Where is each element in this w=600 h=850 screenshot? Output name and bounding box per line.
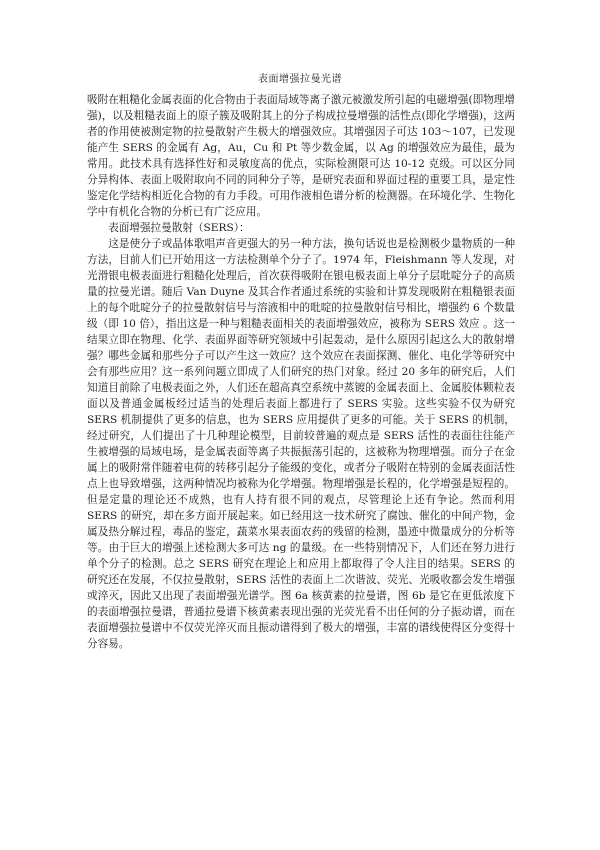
document-body: [87, 92, 515, 652]
document-title: 表面增强拉曼光谱: [258, 74, 342, 85]
paragraph-sers: 这是使分子或晶体歌唱声音更强大的另一种方法，换句话说也是检测极少量物质的一种方法，目前人们已开始用这一方法检测单个分子了。1974 年，Fleishmann 等人发现，对光滑银电极表面进行粗糙化处理后，首次获得吸附在银电极表面上单分子层吡啶分子的高质量的拉曼光谱。随后 Van Duyne 及其合作者通过系统的实验和计算发现吸附在粗糙银表面上的每个吡啶分子的拉曼散射信号与溶液相中的吡啶的拉曼散射信号相比，增强约 6 个数量级（即 10 倍），指出这是一种与粗糙表面相关的表面增强效应，被称为 SERS 效应 。这一结果立即在物理、化学、表面界面等研究领域中引起轰动，是什么原因引起这么大的散射增强？哪些金属和那些分子可以产生这一效应？这个效应在表面探测、催化、电化学等研究中会有那些应用？这一系列问题立即成了人们研究的热门对象。经过 20 多年的研究后，人们知道目前除了电极表面之外，人们还在超高真空系统中蒸镀的金属表面上、金属胶体颗粒表面以及普通金属板经过适当的处理后表面上都进行了 SERS 实验。这些实验不仅为研究 SERS 机制提供了更多的信息，也为 SERS 应用提供了更多的可能。关于 SERS 的机制，经过研究，人们提出了十几种理论模型，目前较普遍的观点是 SERS 活性的表面往往能产生被增强的局域电场，是金属表面等离子共振振荡引起的，这被称为物理增强。而分子在金属上的吸附常伴随着电荷的转移引起分子能级的变化，或者分子吸附在特别的金属表面活性点上也导致增强，这两种情况均被称为化学增强。物理增强是长程的，化学增强是短程的。但是定量的理论还不成熟，也有人持有很不同的观点，尽管理论上还有争论。然而利用 SERS 的研究，却在多方面开展起来。如已经用这一技术研究了腐蚀、催化的中间产物，金属及热分解过程，毒品的鉴定，蔬菜水果表面农药的残留的检测，墨迹中微量成分的分析等等。由于巨大的增强上述检测大多可达 ng 的量级。在一些特别情况下，人们还在努力进行单个分子的检测。总之 SERS 研究在理论上和应用上都取得了令人注目的结果。SERS 的研究还在发展，不仅拉曼散射，SERS 活性的表面上二次谐波、荧光、光吸收都会发生增强或淬灭，因此又出现了表面增强光谱学。图 6a 核黄素的拉曼谱，图 6b 是它在更低浓度下的表面增强拉曼谱，普通拉曼谱下核黄素表现出强的光荧光看不出任何的分子振动谱，而在表面增强拉曼谱中不仅荧光淬灭而且振动谱得到了极大的增强，丰富的谱线使得区分变得十分容易。: [87, 238, 515, 650]
paragraph-intro: 吸附在粗糙化金属表面的化合物由于表面局域等离子激元被激发所引起的电磁增强(即物理增强)，以及粗糙表面上的原子簇及吸附其上的分子构成拉曼增强的活性点(即化学增强)，这两者的作用使被测定物的拉曼散射产生极大的增强效应。其增强因子可达 103～107，已发现能产生 SERS 的金属有 Ag，Au，Cu 和 Pt 等少数金属，以 Ag 的增强效应为最佳，最为常用。此技术具有选择性好和灵敏度高的优点，实际检测限可达 10-12 克级。可以区分同分异构体、表面上吸附取向不同的同种分子等，是研究表面和界面过程的重要工具，是定性鉴定化学结构相近化合物的有力手段。可用作液相色谱分析的检测器。在环境化学、生物化学中有机化合物的分析已有广泛应用。: [87, 94, 515, 218]
section-heading: 表面增强拉曼散射（SERS）：: [108, 222, 250, 234]
